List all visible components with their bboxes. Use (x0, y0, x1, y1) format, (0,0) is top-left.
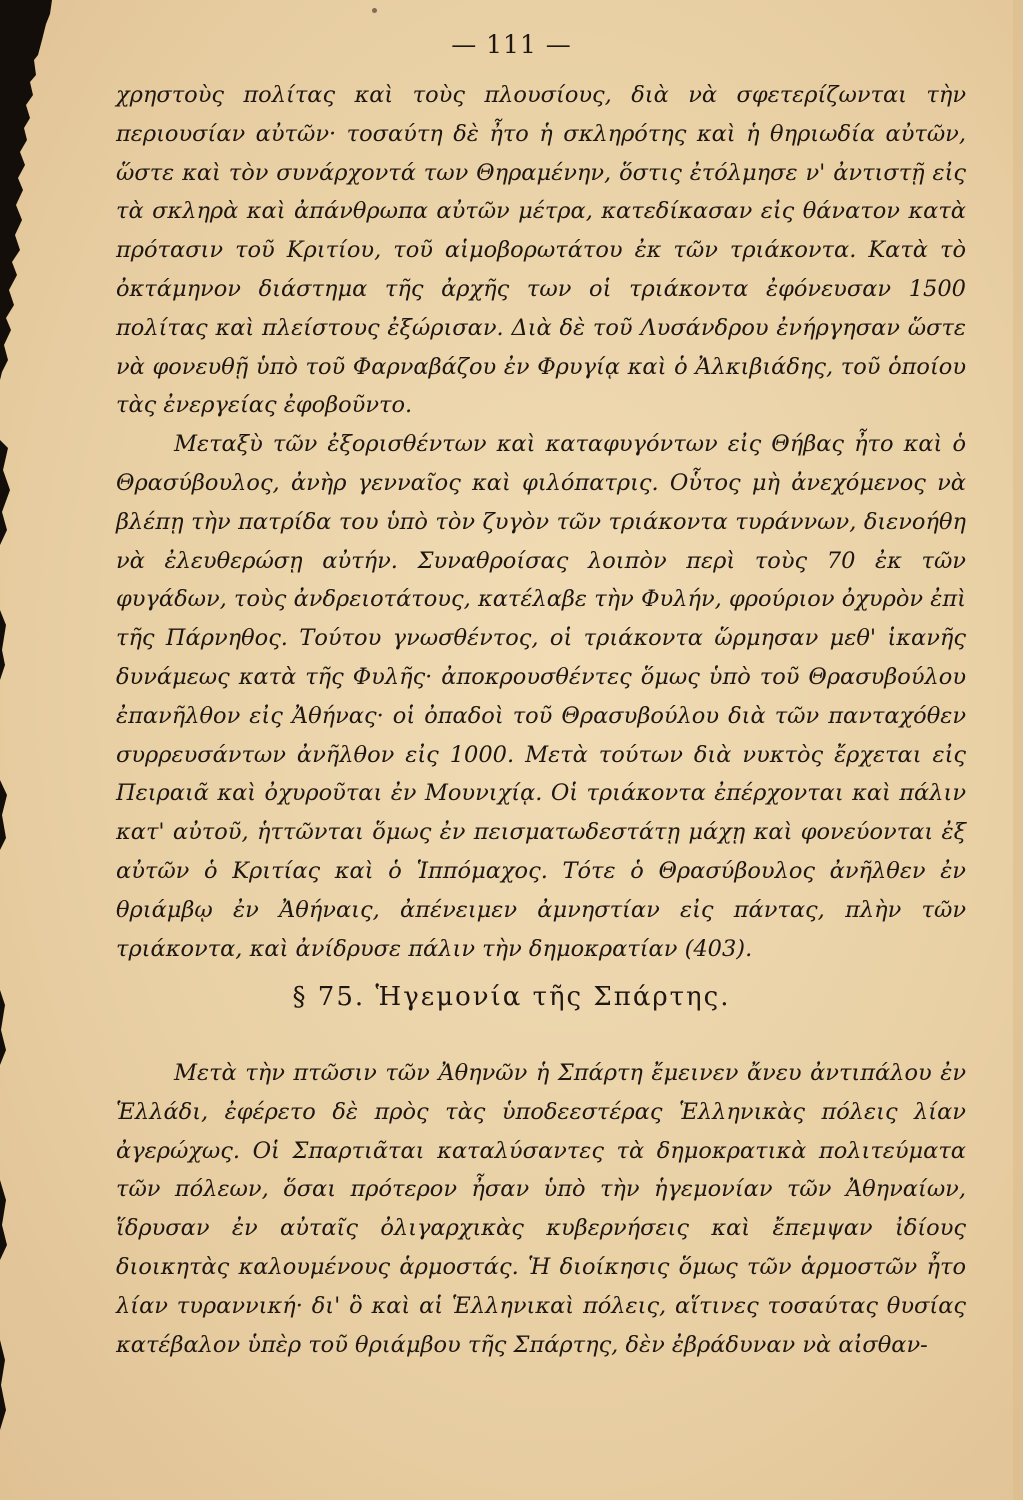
paragraph-sparta: Μετὰ τὴν πτῶσιν τῶν Ἀθηνῶν ἡ Σπάρτη ἔμεινεν ἄνευ ἀντιπάλου ἐν Ἑλλάδι, ἐφέρετο δὲ πρὸς τὰς ὑποδεεστέρας Ἑλληνικὰς πόλεις λίαν ἀγερώχως. Οἱ Σπαρτιᾶται καταλύσαντες τὰ δημοκρατικὰ πολιτεύματα τῶν πόλεων, ὅσαι πρότερον ἦσαν ὑπὸ τὴν ἡγεμονίαν τῶν Ἀθηναίων, ἵδρυσαν ἐν αὐταῖς ὀλιγαρχικὰς κυβερνήσεις καὶ ἔπεμψαν ἰδίους διοικητὰς καλουμένους ἁρμοστάς. Ἡ διοίκησις ὅμως τῶν ἁρμοστῶν ἦτο λίαν τυραννική· δι' ὃ καὶ αἱ Ἑλληνικαὶ πόλεις, αἵτινες τοσαύτας θυσίας κατέβαλον ὑπὲρ τοῦ θριάμβου τῆς Σπάρτης, δὲν ἐβράδυναν νὰ αἰσθαν- (116, 1060, 966, 1358)
page-number: — 111 — (451, 30, 572, 59)
paragraph-thrasybulus: Μεταξὺ τῶν ἐξορισθέντων καὶ καταφυγόντων εἰς Θήβας ἦτο καὶ ὁ Θρασύβουλος, ἀνὴρ γενναῖος καὶ φιλόπατρις. Οὗτος μὴ ἀνεχόμενος νὰ βλέπῃ τὴν πατρίδα του ὑπὸ τὸν ζυγὸν τῶν τριάκοντα τυράννων, διενοήθη νὰ ἐλευθερώσῃ αὐτήν. Συναθροίσας λοιπὸν περὶ τοὺς 70 ἐκ τῶν φυγάδων, τοὺς ἀνδρειοτάτους, κατέλαβε τὴν Φυλήν, φρούριον ὀχυρὸν ἐπὶ τῆς Πάρνηθος. Τούτου γνωσθέντος, οἱ τριάκοντα ὥρμησαν μεθ' ἱκανῆς δυνάμεως κατὰ τῆς Φυλῆς· ἀποκρουσθέντες ὅμως ὑπὸ τοῦ Θρασυβούλου ἐπανῆλθον εἰς Ἀθήνας· οἱ ὀπαδοὶ τοῦ Θρασυβούλου διὰ τῶν πανταχόθεν συρρευσάντων ἀνῆλθον εἰς 1000. Μετὰ τούτων διὰ νυκτὸς ἔρχεται εἰς Πειραιᾶ καὶ ὀχυροῦται ἐν Μουνιχίᾳ. Οἱ τριάκοντα ἐπέρχονται καὶ πάλιν κατ' αὐτοῦ, ἡττῶνται ὅμως ἐν πεισματωδεστάτῃ μάχῃ καὶ φονεύονται ἐξ αὐτῶν ὁ Κριτίας καὶ ὁ Ἱππόμαχος. Τότε ὁ Θρασύβουλος ἀνῆλθεν ἐν θριάμβῳ ἐν Ἀθήναις, ἀπένειμεν ἀμνηστίαν εἰς πάντας, πλὴν τῶν τριάκοντα, καὶ ἀνίδρυσε πάλιν τὴν δημοκρατίαν (403). (116, 431, 966, 962)
paragraph-continuation: χρηστοὺς πολίτας καὶ τοὺς πλουσίους, διὰ νὰ σφετερίζωνται τὴν περιουσίαν αὐτῶν· τοσαύτη δὲ ἦτο ἡ σκληρότης καὶ ἡ θηριωδία αὐτῶν, ὥστε καὶ τὸν συνάρχοντά των Θηραμένην, ὅστις ἐτόλμησε ν' ἀντιστῇ εἰς τὰ σκληρὰ καὶ ἀπάνθρωπα αὐτῶν μέτρα, κατεδίκασαν εἰς θάνατον κατὰ πρότασιν τοῦ Κριτίου, τοῦ αἱμοβορωτάτου ἐκ τῶν τριάκοντα. Κατὰ τὸ ὀκτάμηνον διάστημα τῆς ἀρχῆς των οἱ τριάκοντα ἐφόνευσαν 1500 πολίτας καὶ πλείστους ἐξώρισαν. Διὰ δὲ τοῦ Λυσάνδρου ἐνήργησαν ὥστε νὰ φονευθῇ ὑπὸ τοῦ Φαρναβάζου ἐν Φρυγίᾳ καὶ ὁ Ἀλκιβιάδης, τοῦ ὁποίου τὰς ἐνεργείας ἐφοβοῦντο. (116, 82, 966, 419)
body-text-bottom (116, 1054, 966, 1364)
body-text-top (116, 76, 966, 968)
section-heading: § 75. Ἡγεμονία τῆς Σπάρτης. (292, 982, 731, 1012)
ink-speck (372, 8, 377, 13)
